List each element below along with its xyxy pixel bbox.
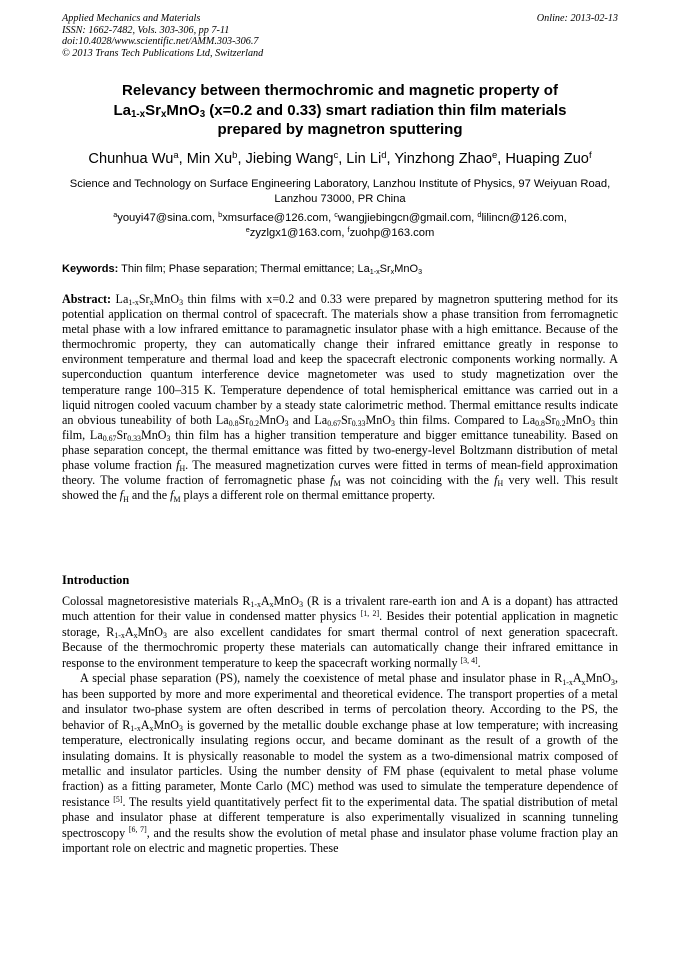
citation[interactable]: [5]: [113, 794, 123, 804]
copyright-line: © 2013 Trans Tech Publications Ltd, Switzerland: [62, 47, 264, 59]
citation[interactable]: [1, 2]: [360, 609, 380, 619]
email-link[interactable]: youyi47@sina.com: [117, 212, 212, 224]
introduction-body: [62, 594, 618, 857]
author-name: Chunhua Wu: [88, 151, 174, 167]
title-line-1: Relevancy between thermochromic and magnetic property of: [122, 82, 558, 99]
abstract: Abstract: $La_{1-x}Sr_xMnO_3$ thin films with x=0.2 and 0.33 were prepared by magnetron sputtering method for its potential application on thermal control of spacecraft. The materials show a phase transition from ferromagnetic metal phase with a low infrared emittance to paramagnetic insulator phase with a high emittance. Because of the thermochromic property, they can automatically change their infrared emittance greatly in response to environment temperature and thermal load and keep the spacecraft electronic components working normally. A superconduction quantum interference device magnetometer was used to study magnetization over the temperature range 100–315 K. Temperature dependence of total hemispherical emittance was carried out in a liquid nitrogen cooled vacuum chamber by a steady state calorimetric method. Thermal emittance results indicate an obvious tuneability of both $La_{0.8}Sr_{0.2}MnO_3$ and $La_{0.67}Sr_{0.33}MnO_3$ thin films. Compared to $La_{0.8}Sr_{0.2}MnO_3$ thin film, $La_{0.67}Sr_{0.33}MnO_3$ thin film has a higher transition temperature and bigger emittance tuneability. Based on phase separation concept, the thermal emittance was fitted by two-energy-level Boltzmann distribution of metal phase volume fraction $f_H$. The measured magnetization curves were fitted in terms of mean-field approximation theory. The volume fraction of ferromagnetic phase $f_M$ was not coinciding with the $f_H$ very well. This result showed the $f_H$ and the $f_M$ plays a different role on thermal emittance property.: [62, 292, 619, 504]
author-name: Huaping Zuo: [505, 151, 589, 167]
doi-line[interactable]: doi:10.4028/www.scientific.net/AMM.303-306.7: [62, 36, 259, 48]
email-link[interactable]: xmsurface@126.com: [222, 212, 329, 224]
email-list: $^a$youyi47@sina.com, $^b$xmsurface@126.com, $^c$wangjiebingcn@gmail.com, $^d$lilincn@126.com, $^e$zyzlgx1@163.com, $^f$zuohp@163.com: [113, 210, 567, 239]
keywords-label: Keywords:: [62, 263, 119, 275]
citation[interactable]: [6, 7]: [128, 825, 147, 835]
title-line-2: $La_{1-x}Sr_xMnO_3$ (x=0.2 and 0.33) smart radiation thin film materials: [113, 101, 567, 121]
section-heading-introduction: Introduction: [62, 573, 130, 587]
author-name: Min Xu: [186, 151, 233, 167]
email-link[interactable]: wangjiebingcn@gmail.com: [337, 212, 472, 224]
paper-title: [62, 81, 618, 140]
online-date: Online: 2013-02-13: [536, 13, 618, 24]
email-link[interactable]: zuohp@163.com: [349, 226, 435, 239]
affiliation: Science and Technology on Surface Engineering Laboratory, Lanzhou Institute of Physics, 97 Weiyuan Road, Lanzhou 73000, PR China: [69, 178, 611, 205]
paragraph: A special phase separation (PS), namely the coexistence of metal phase and insulator phase in $R_{1-x}A_xMnO_3$, has been supported by more and more experimental and theoretical evidence. The transport properties of a metal and insulator two-phase system are often described in terms of percolation theory. According to the PS, the behavior of $R_{1-x}A_xMnO_3$ is governed by the metallic double exchange phase at low temperature; with increasing temperature, electronically insulating regions occur, and became dominant as the result of a growth of the insulating domains. It is physically reasonable to model the system as a two-dimensional matrix composed of metallic and insulator particles. Using the number density of FM phase (equivalent to metal phase volume fraction) as a fitting parameter, Monte Carlo (MC) method was used to simulate the temperature dependence of resistance [5]. The results yield quantitatively perfect fit to the experimental data. The spatial distribution of metal phase and insulator phase at different temperature is also experimentally visualized in scanning tunneling spectroscopy [6, 7], and the results show the evolution of metal phase and insulator phase volume fraction play an important role on electric and magnetic properties. These: [62, 671, 618, 856]
paragraph: Colossal magnetoresistive materials $R_{1-x}A_xMnO_3$ (R is a trivalent rare-earth ion and A is a dopant) has attracted much attention for their value in condensed matter physics [1, 2]. Besides their potential application in magnetic storage, $R_{1-x}A_xMnO_3$ are also excellent candidates for smart thermal control of next generation spacecraft. Because of the thermochromic property these materials can automatically change their infrared emittance in response to the environment temperature to keep the spacecraft working normally [3, 4].: [62, 594, 618, 670]
author-name: Jiebing Wang: [245, 151, 334, 167]
email-link[interactable]: lilincn@126.com: [481, 212, 564, 224]
title-line-3: prepared by magnetron sputtering: [217, 121, 463, 138]
author-name: Yinzhong Zhao: [394, 151, 492, 167]
author-list: Chunhua Wu$^a$, Min Xu$^b$, Jiebing Wang$^c$, Lin Li$^d$, Yinzhong Zhao$^e$, Huaping Zuo$^f$: [88, 149, 592, 167]
issn-line: ISSN: 1662-7482, Vols. 303-306, pp 7-11: [62, 24, 230, 36]
email-link[interactable]: zyzlgx1@163.com: [249, 226, 342, 239]
keywords: Keywords: Thin film; Phase separation; Thermal emittance; $La_{1-x}Sr_xMnO_3$: [62, 263, 423, 277]
citation[interactable]: [3, 4]: [460, 655, 478, 665]
journal-header: [62, 13, 618, 59]
author-name: Lin Li: [346, 151, 382, 167]
abstract-label: Abstract:: [62, 292, 112, 306]
journal-name: Applied Mechanics and Materials: [62, 13, 201, 24]
